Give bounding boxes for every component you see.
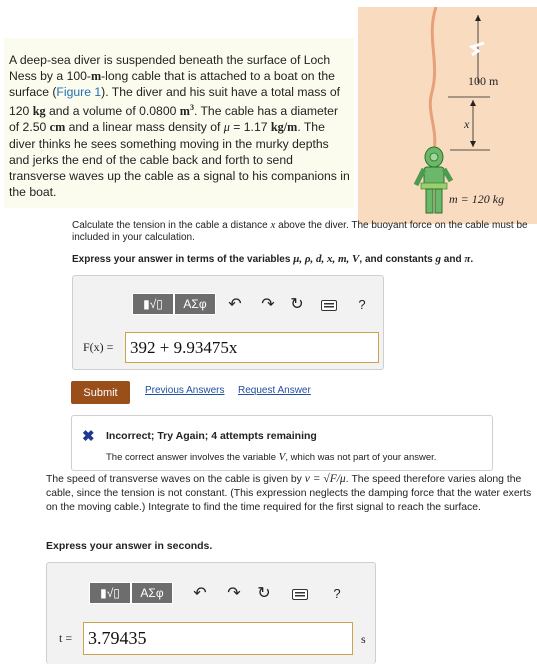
- undo-icon-2[interactable]: ↶: [193, 585, 207, 602]
- request-answer-link[interactable]: Request Answer: [238, 385, 311, 396]
- answer-panel-part1: [72, 275, 384, 370]
- math-toolbar: [132, 293, 216, 315]
- previous-answers-link[interactable]: Previous Answers: [145, 385, 225, 396]
- keyboard-icon-2[interactable]: [291, 584, 309, 604]
- templates-button[interactable]: ▮√▯: [132, 293, 174, 315]
- unit-label: s: [361, 632, 366, 646]
- greek-symbols-button[interactable]: ΑΣφ: [174, 293, 216, 315]
- part1-instruction: Express your answer in terms of the variables μ, ρ, d, x, m, V, and constants g and π.: [72, 253, 474, 265]
- math-toolbar-2: [89, 582, 173, 604]
- problem-statement: A deep-sea diver is suspended beneath the surface of Loch Ness by a 100-m-long cable that is attached to a boat on the surface (Figure 1). The diver and his suit have a total mass of 120 kg and a volume of 0.0800 $m^3$. The cable has a diameter of 2.50 cm and a linear mass density of μ = 1.17 kg/m. The diver thinks he sees something moving in the murky depths and jerks the end of the cable back and forth to send transverse waves up the cable as a signal to his companions in the boat.: [9, 53, 350, 199]
- feedback-box: [71, 415, 493, 471]
- diver-figure[interactable]: [358, 7, 537, 224]
- undo-icon[interactable]: ↶: [228, 296, 242, 313]
- feedback-message: The correct answer involves the variable V, which was not part of your answer.: [106, 451, 437, 463]
- redo-icon[interactable]: ↷: [261, 296, 275, 313]
- mass-label: m = 120 kg: [449, 192, 505, 206]
- part1-question: Calculate the tension in the cable a distance x above the diver. The buoyant force on the cable must be included in your calculation.: [72, 219, 528, 243]
- help-icon-2[interactable]: ?: [333, 585, 341, 601]
- feedback-title: Incorrect; Try Again; 4 attempts remaining: [106, 430, 317, 442]
- answer-label-part2: t =: [59, 631, 73, 645]
- help-icon[interactable]: ?: [358, 296, 366, 312]
- submit-button[interactable]: Submit: [71, 381, 130, 404]
- incorrect-icon: ✖: [82, 428, 95, 445]
- keyboard-icon[interactable]: [320, 295, 338, 315]
- reset-icon[interactable]: ↻: [290, 296, 304, 313]
- part2-instruction: Express your answer in seconds.: [46, 540, 213, 552]
- figure-link[interactable]: Figure 1: [56, 85, 102, 100]
- answer-label-part1: F(x) =: [83, 340, 114, 354]
- x-distance-label: x: [464, 117, 470, 131]
- reset-icon-2[interactable]: ↻: [257, 585, 271, 602]
- answer-input-part2[interactable]: 3.79435: [83, 622, 353, 655]
- diver-icon: [416, 147, 451, 213]
- part2-question: The speed of transverse waves on the cable is given by v = √F/μ. The speed therefore varies along the cable, since the tension is not constant. (This expression neglects the damping force that the water exerts on the moving cable.) Integrate to find the time required for the first signal to reach the surface.: [46, 473, 532, 513]
- cable-length-label: 100 m: [468, 74, 499, 88]
- answer-panel-part2: [46, 562, 376, 664]
- redo-icon-2[interactable]: ↷: [227, 585, 241, 602]
- templates-button-2[interactable]: ▮√▯: [89, 582, 131, 604]
- diver-illustration: [358, 7, 537, 224]
- greek-symbols-button-2[interactable]: ΑΣφ: [131, 582, 173, 604]
- answer-input-part1[interactable]: 392 + 9.93475x: [125, 332, 379, 363]
